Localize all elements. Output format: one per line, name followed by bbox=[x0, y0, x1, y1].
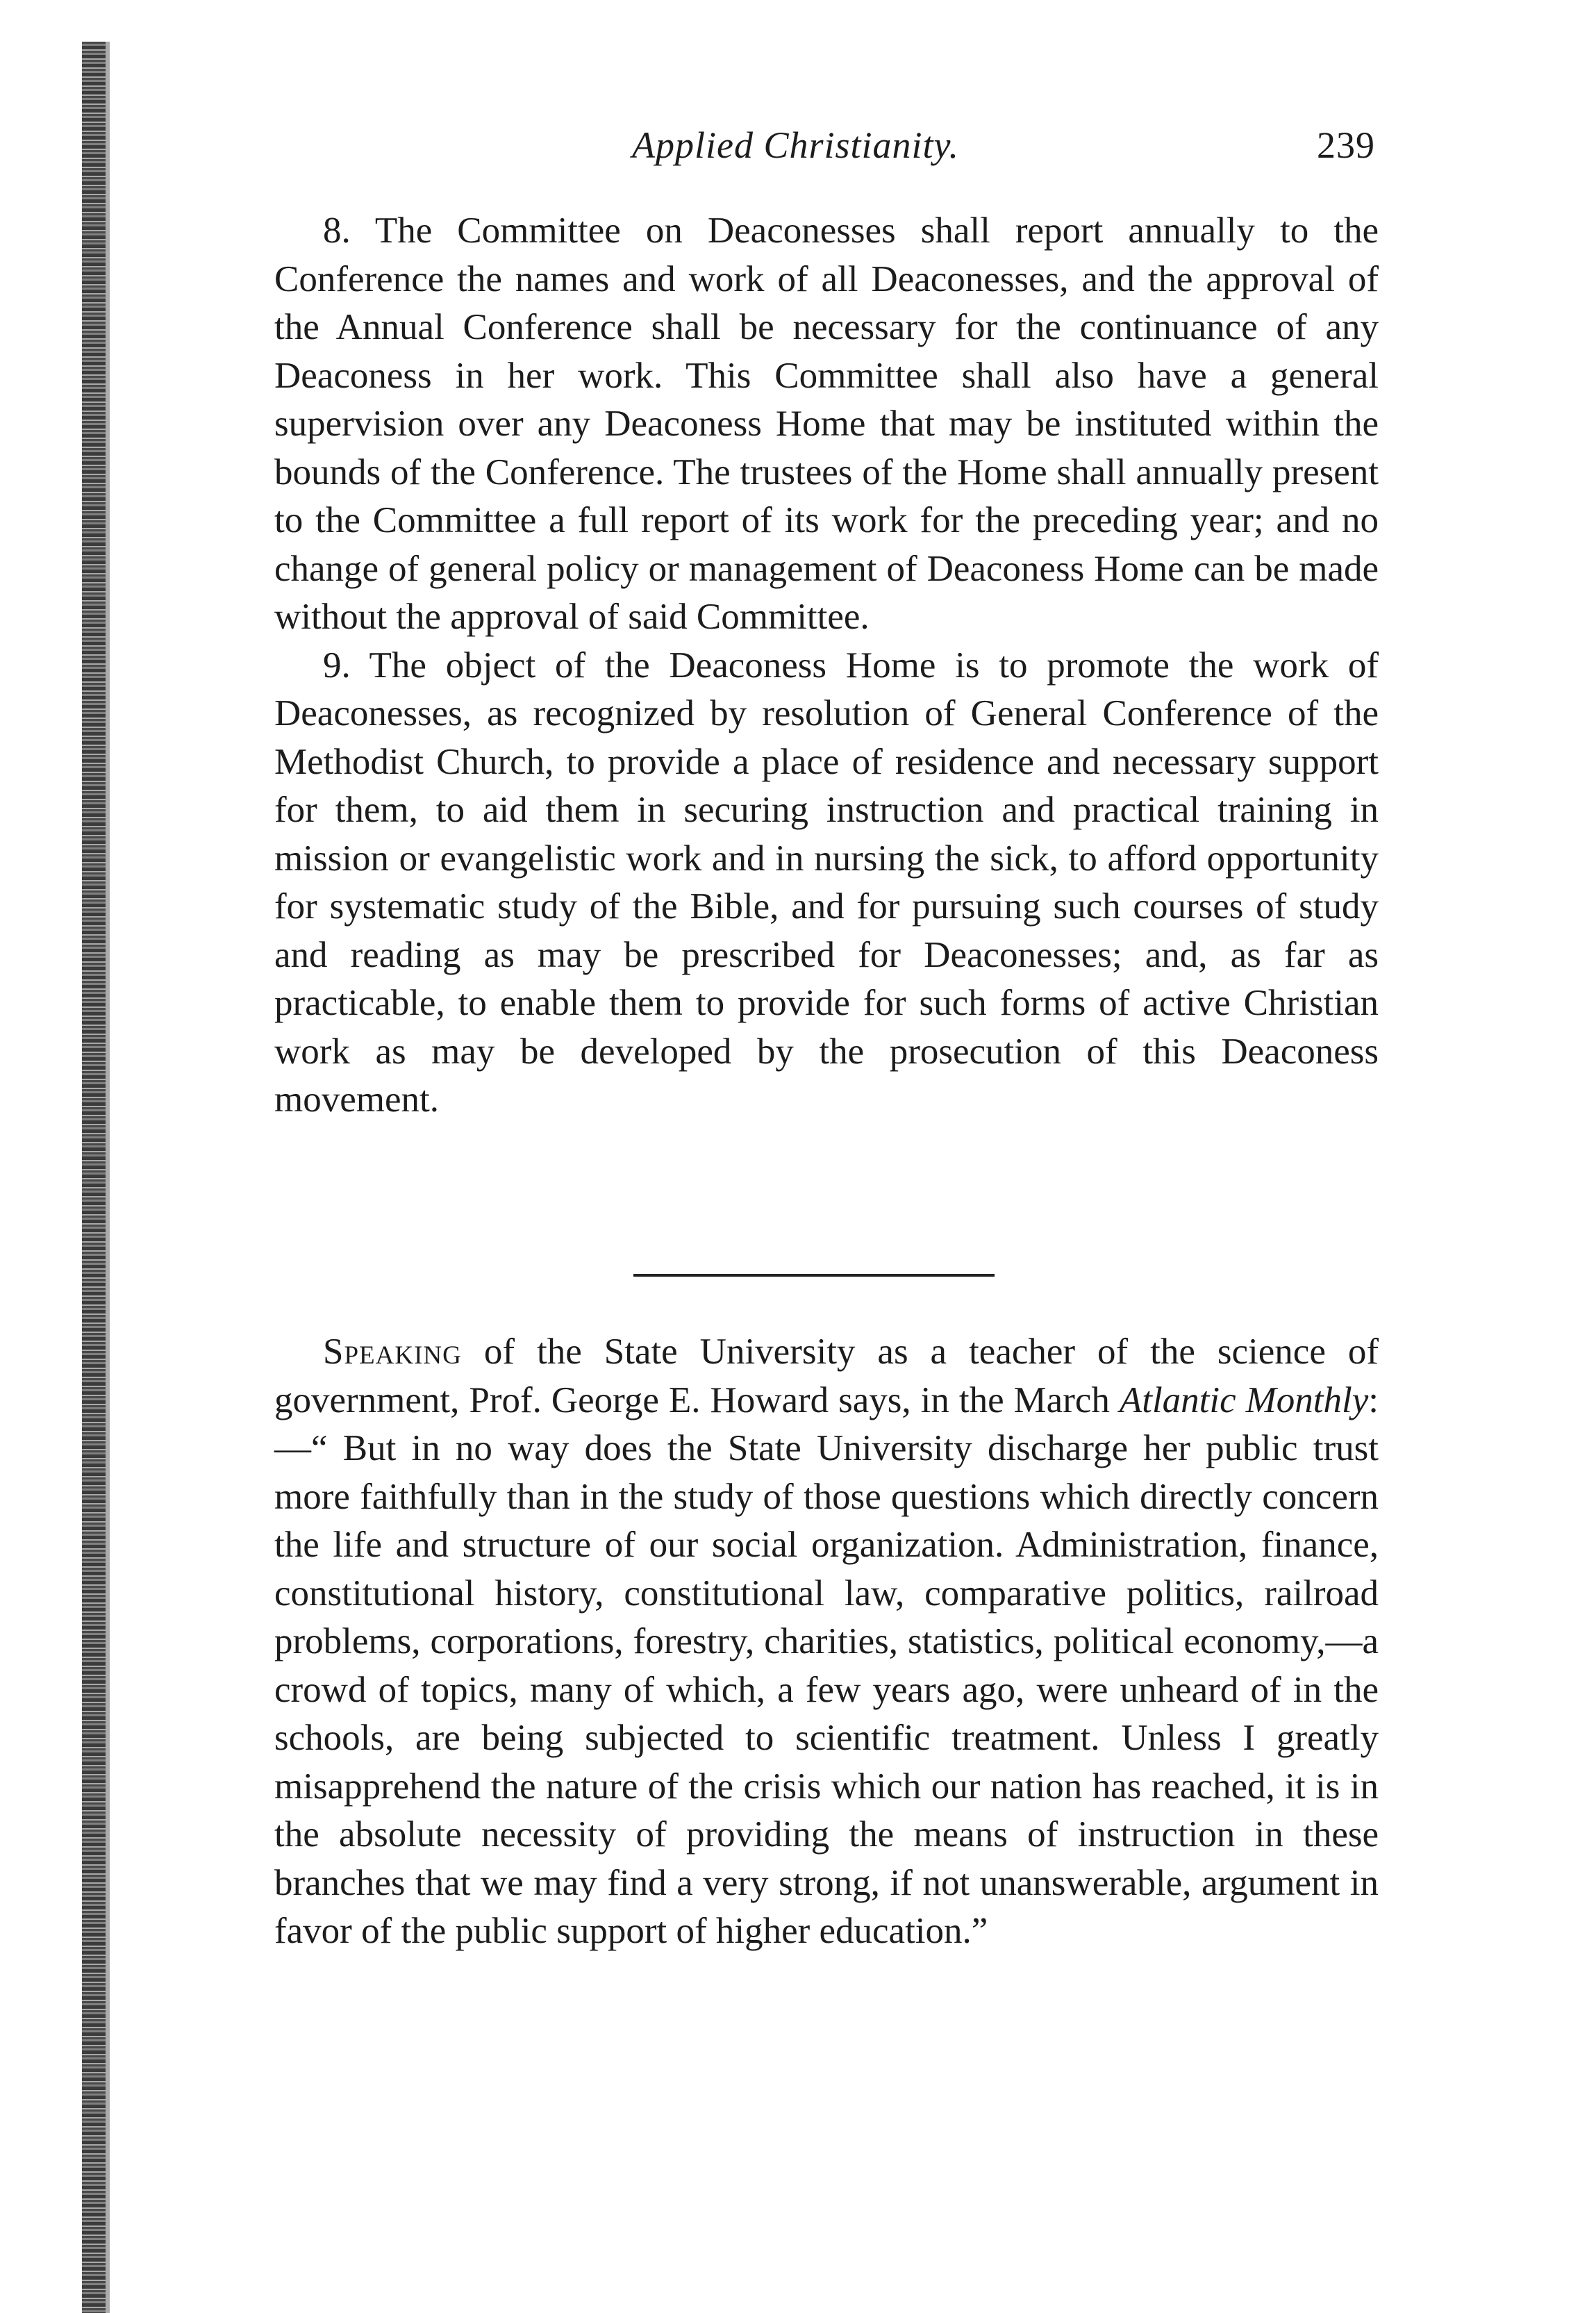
state-university-section bbox=[274, 1328, 1379, 1956]
periodical-title: Atlantic Monthly bbox=[1119, 1379, 1369, 1420]
paragraph-rule-9: 9. The object of the Deaconess Home is to promote the work of Deaconesses, as recognized by resolution of General Conference of the Methodist Church, to provide a place of residence and necessary support for them, to aid them in securing instruction and practical training in mission or evangelistic work and in nursing the sick, to afford opportunity for systematic study of the Bible, and for pursuing such courses of study and reading as may be prescribed for Deaconesses; and, as far as practicable, to enable them to provide for such forms of active Christian work as may be developed by the prosecution of this Deaconess movement. bbox=[274, 645, 1379, 1120]
page-number: 239 bbox=[1317, 124, 1375, 166]
quotation-text: :—“ But in no way does the State University discharge her public trust more faithfully than in the study of those questions which directly concern the life and structure of our social organization. Administration, finance, constitutional history, constitutional law, comparative politics, railroad problems, corporations, forestry, charities, statistics, political economy,—a crowd of topics, many of which, a few years ago, were unheard of in the schools, are being subjected to scientific treatment. Unless I greatly misapprehend the nature of the crisis which our nation has reached, it is in the absolute necessity of providing the means of instruction in these branches that we may find a very strong, if not unanswerable, argument in favor of the public support of higher education.” bbox=[274, 1379, 1379, 1951]
scanned-binding-edge bbox=[82, 42, 106, 2313]
running-title: Applied Christianity. bbox=[632, 124, 960, 166]
running-head bbox=[278, 124, 1375, 179]
intro-text: of the State University as a teacher of the science of government, Prof. George E. Howard says, in the March bbox=[274, 1332, 1379, 1420]
deaconess-rules-section bbox=[274, 207, 1379, 1125]
paragraph-rule-8: 8. The Committee on Deaconesses shall report annually to the Conference the names and work of all Deaconesses, and the approval of the Annual Conference shall be necessary for the continuance of any Deaconess in her work. This Committee shall also have a general supervision over any Deaconess Home that may be instituted within the bounds of the Conference. The trustees of the Home shall annually present to the Committee a full report of its work for the preceding year; and no change of general policy or management of Deaconess Home can be made without the approval of said Committee. bbox=[274, 210, 1379, 637]
lead-word: Speaking bbox=[323, 1332, 462, 1372]
paragraph-howard-quote bbox=[274, 1328, 1379, 1956]
section-divider-rule bbox=[633, 1274, 995, 1277]
